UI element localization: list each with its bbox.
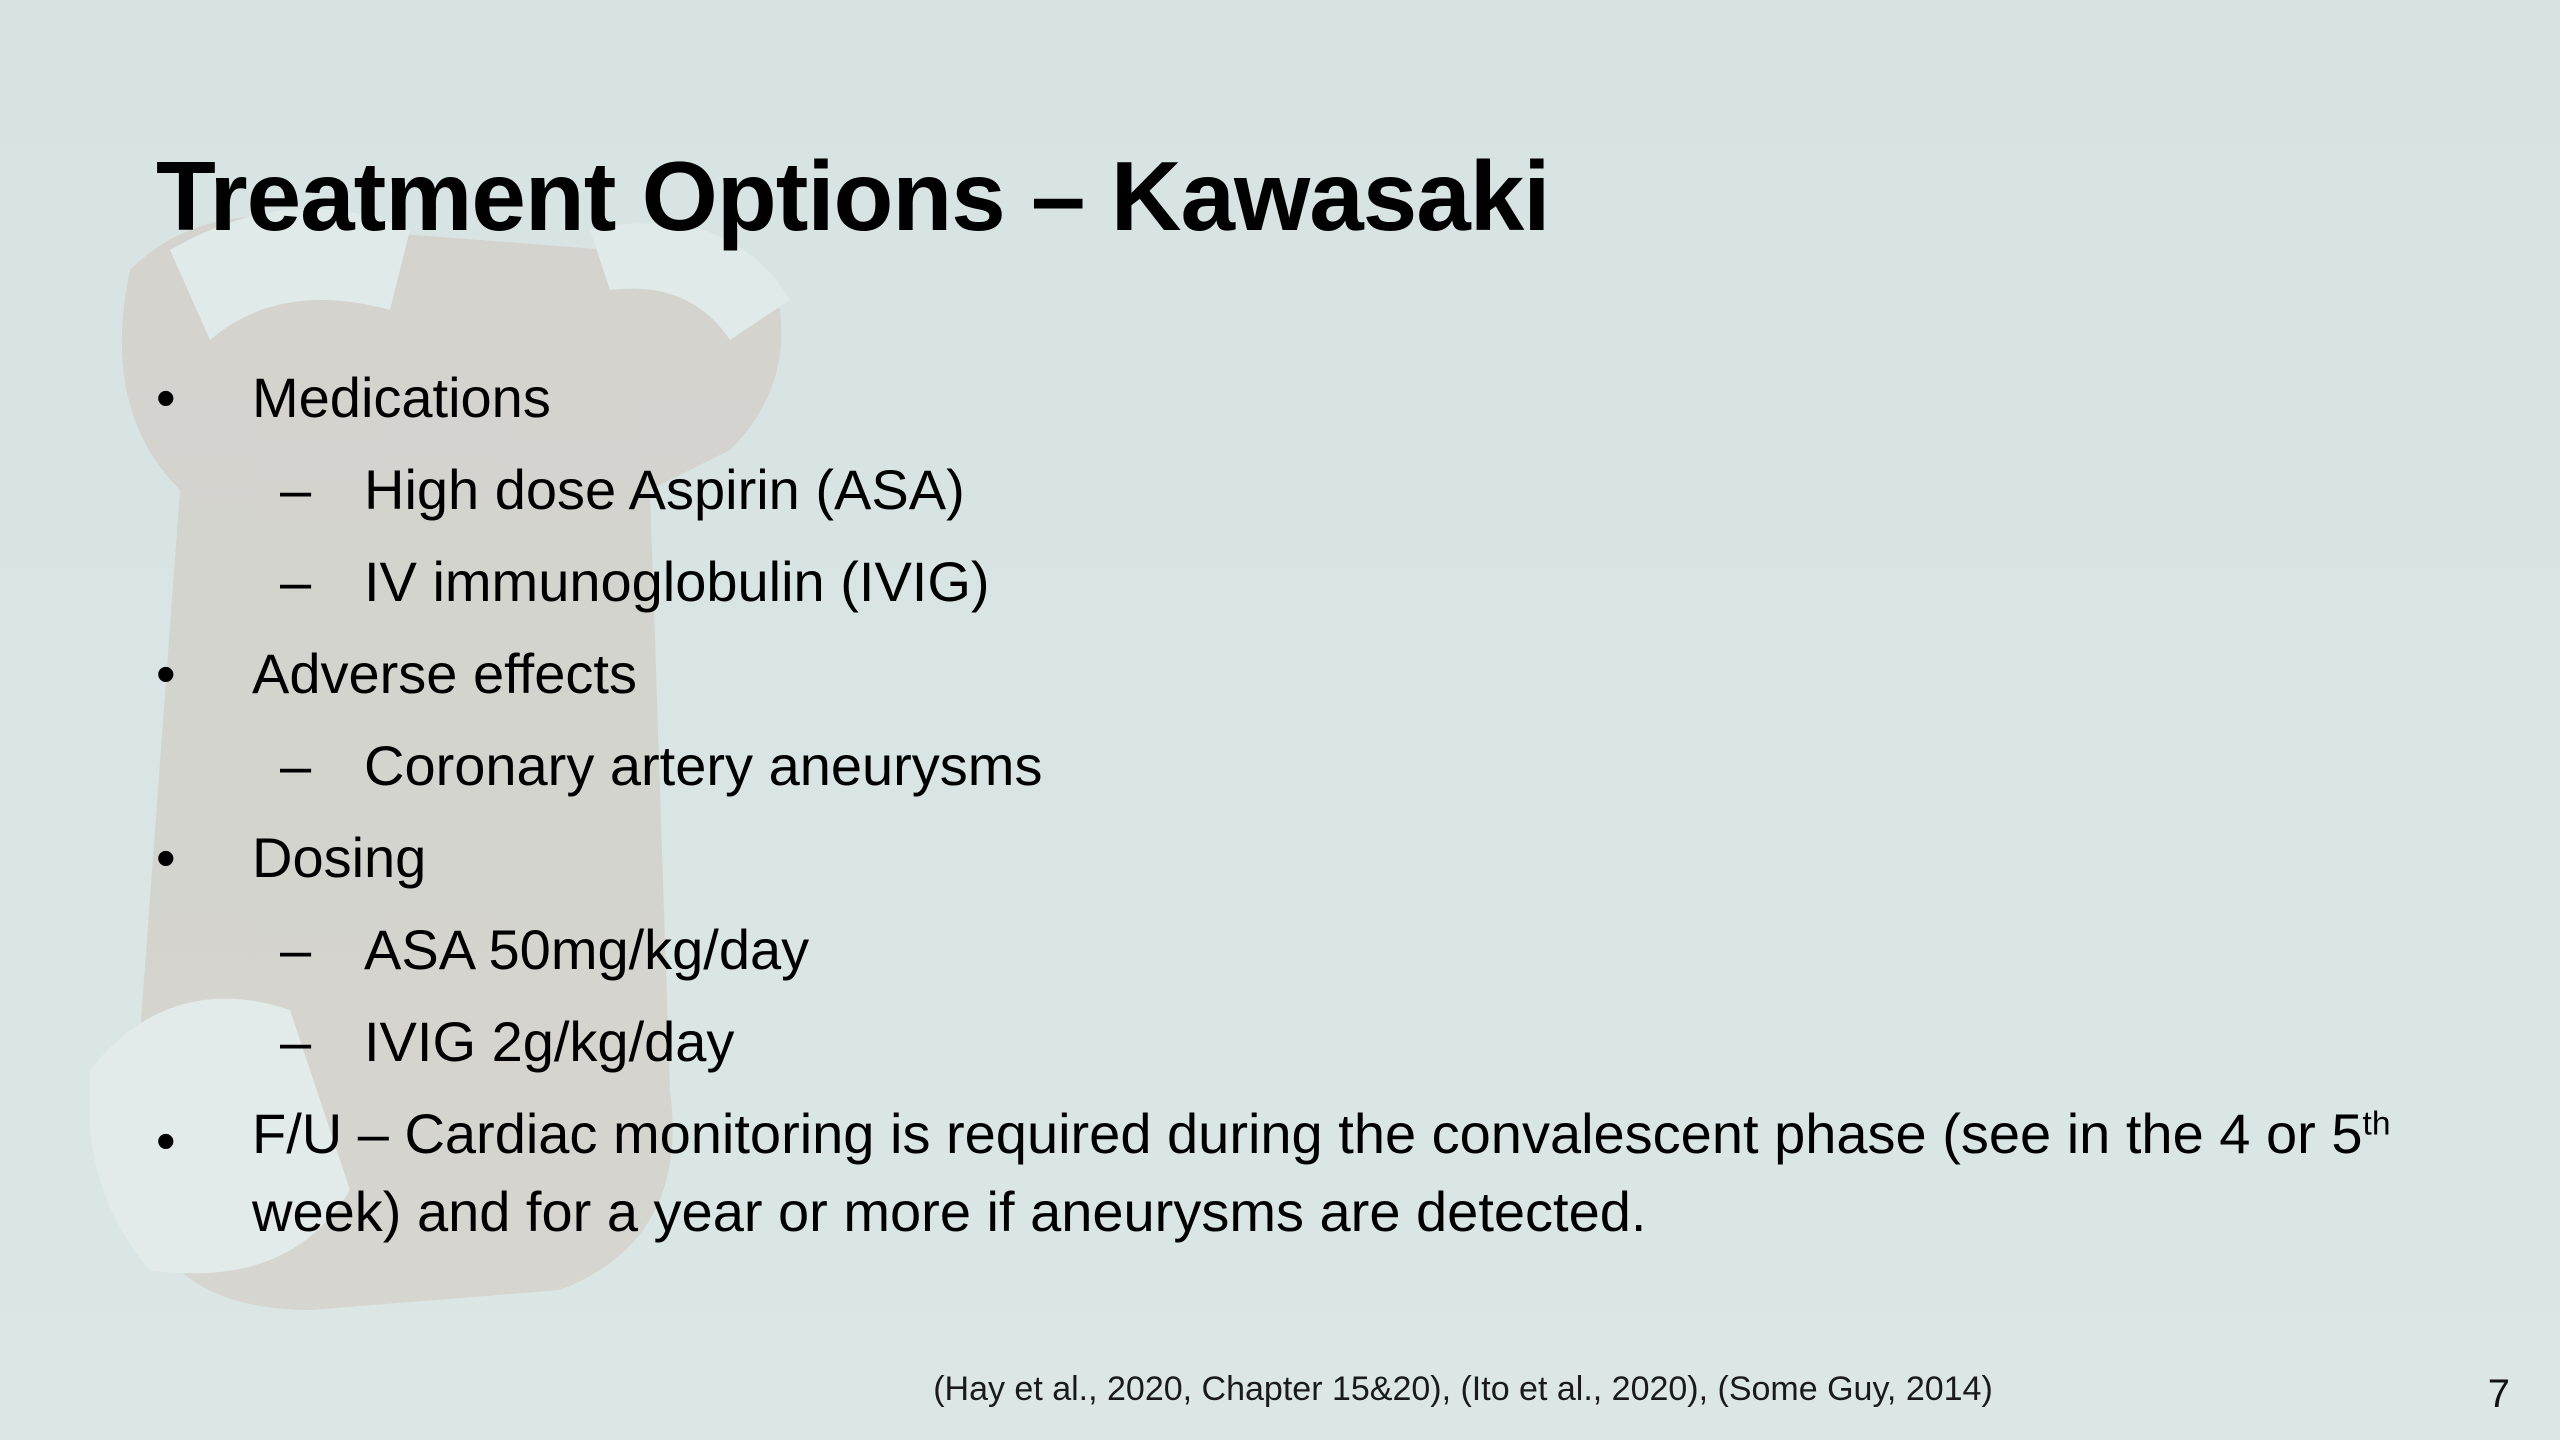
bullet-marker: •: [156, 642, 176, 705]
bullet-medications: [156, 352, 2416, 444]
sub-bullet-aneurysms: [156, 720, 2416, 812]
bullet-adverse-effects: [156, 628, 2416, 720]
citation: (Hay et al., 2020, Chapter 15&20), (Ito et al., 2020), (Some Guy, 2014): [933, 1370, 1993, 1408]
bullet-marker: •: [156, 1109, 176, 1172]
sub-bullet-text: ASA 50mg/kg/day: [364, 918, 810, 981]
followup-superscript: th: [2362, 1105, 2391, 1143]
sub-bullet-marker: –: [280, 734, 312, 797]
sub-bullet-text: IV immunoglobulin (IVIG): [364, 550, 990, 613]
sub-bullet-ivig: [156, 536, 2416, 628]
sub-bullet-marker: –: [280, 550, 312, 613]
bullet-list: [156, 352, 2416, 1251]
sub-bullet-ivig-dose: [156, 996, 2416, 1088]
bullet-marker: •: [156, 366, 176, 429]
bullet-text: Medications: [252, 366, 551, 429]
bullet-text: Dosing: [252, 826, 427, 889]
bullet-marker: •: [156, 826, 176, 889]
slide-title: Treatment Options – Kawasaki: [156, 141, 1550, 251]
bullet-text: Adverse effects: [252, 642, 637, 705]
sub-bullet-marker: –: [280, 1010, 312, 1073]
sub-bullet-text: High dose Aspirin (ASA): [364, 458, 965, 521]
bullet-dosing: [156, 812, 2416, 904]
sub-bullet-aspirin: [156, 444, 2416, 536]
sub-bullet-text: IVIG 2g/kg/day: [364, 1010, 735, 1073]
followup-text: [252, 1102, 2391, 1243]
sub-bullet-text: Coronary artery aneurysms: [364, 734, 1043, 797]
followup-text-after: week) and for a year or more if aneurysms are detected.: [252, 1180, 1647, 1243]
sub-bullet-asa-dose: [156, 904, 2416, 996]
bullet-followup: [156, 1088, 2416, 1251]
sub-bullet-marker: –: [280, 918, 312, 981]
page-number: 7: [2487, 1372, 2510, 1416]
followup-text-before: F/U – Cardiac monitoring is required during the convalescent phase (see in the 4 or 5: [252, 1102, 2363, 1165]
sub-bullet-marker: –: [280, 458, 312, 521]
